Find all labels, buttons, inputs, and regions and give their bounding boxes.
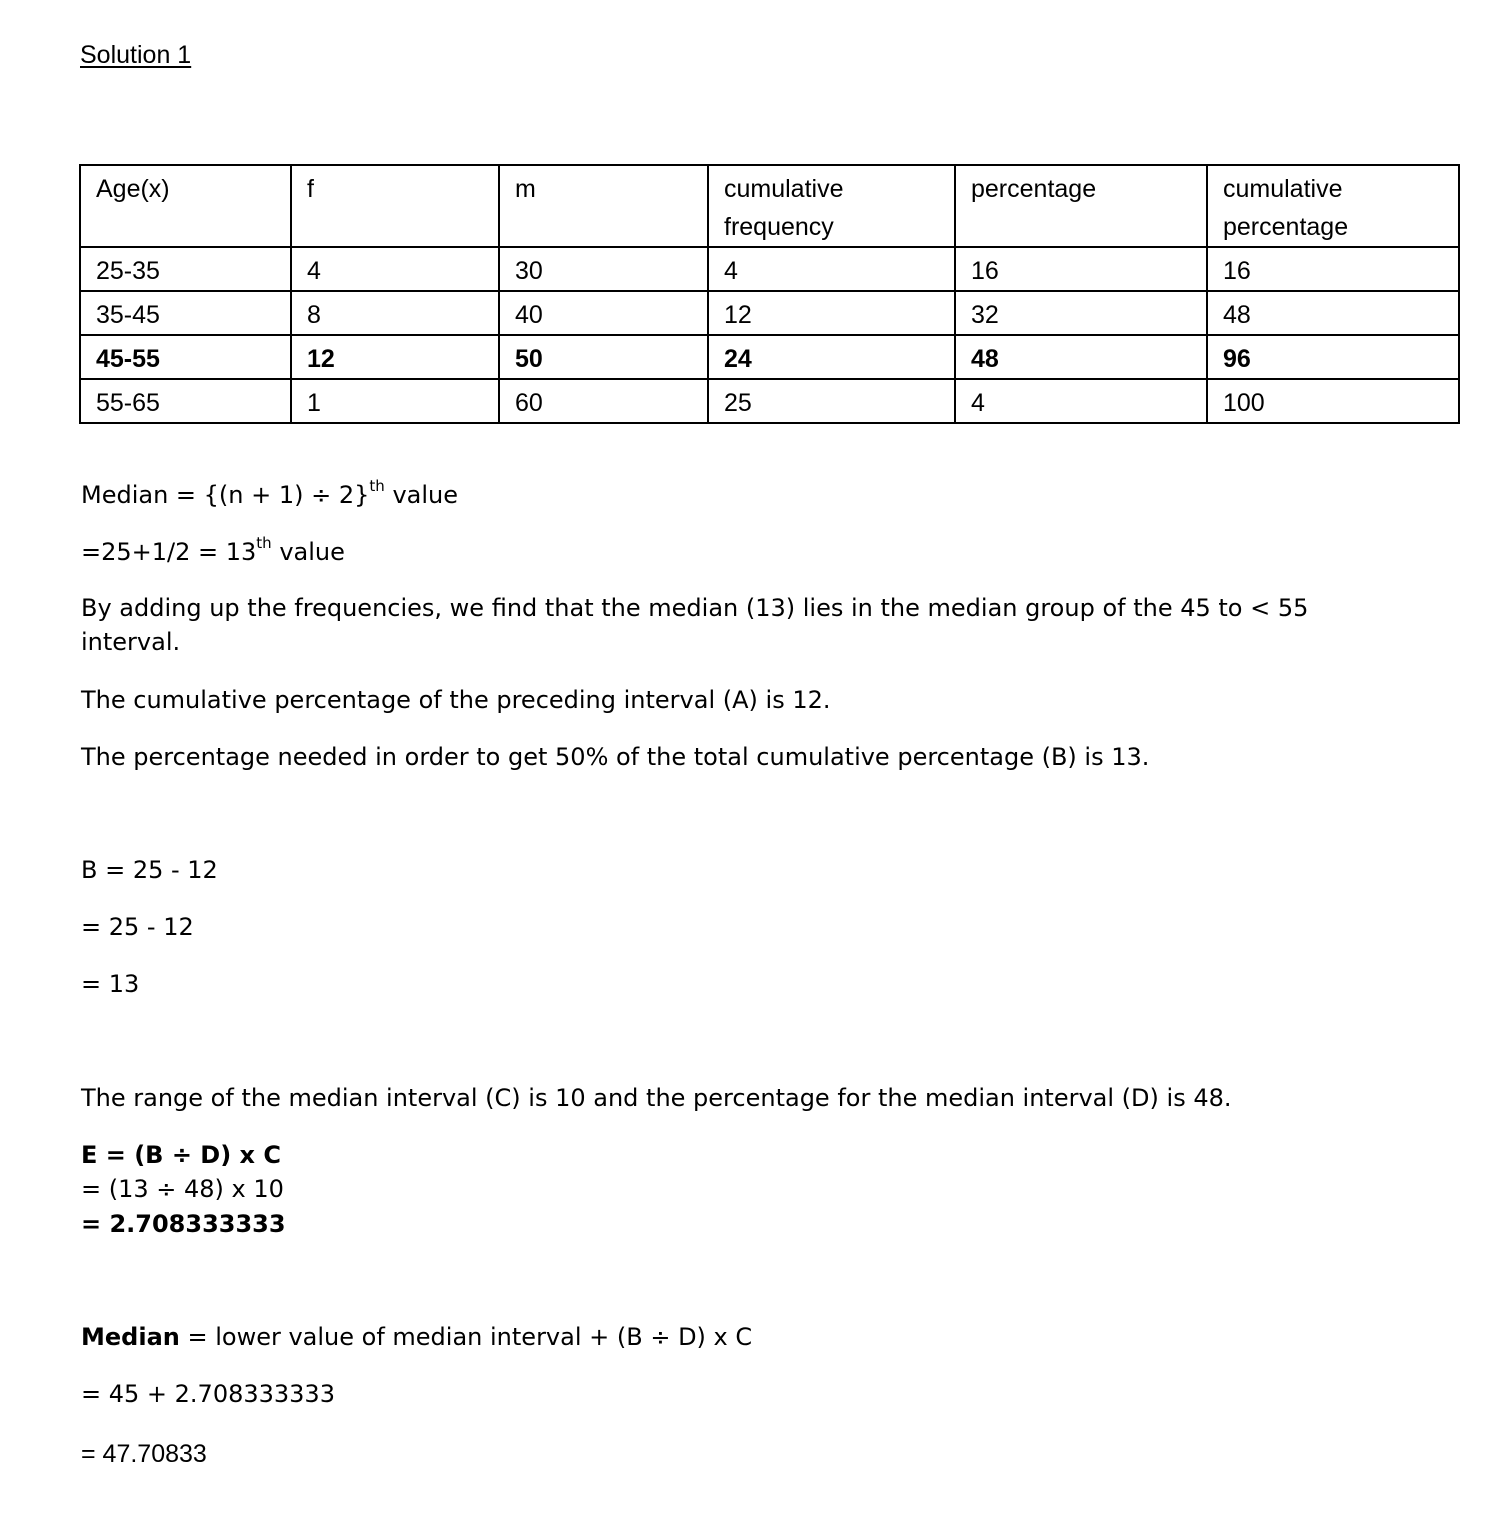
header-cumulative-frequency: cumulative frequency — [708, 165, 955, 247]
table-cell: 4 — [955, 379, 1207, 423]
frequency-table — [79, 164, 1460, 424]
median-formula: Median = $\{(n + 1) \div 2\}^{th}$ value — [81, 477, 458, 509]
solution-heading: Solution 1 — [80, 41, 192, 69]
median-position: =25+1/2 = 13th value — [81, 534, 345, 566]
table-cell: 35-45 — [80, 291, 291, 335]
preceding-interval-text: The cumulative percentage of the preceding interval (A) is 12. — [81, 686, 831, 714]
table-row-median-interval — [80, 335, 1459, 379]
b-result: = 13 — [81, 970, 140, 998]
header-f: f — [291, 165, 499, 247]
table-cell: 40 — [499, 291, 708, 335]
e-formula: E = (B ÷ D) x C — [81, 1141, 281, 1169]
table-cell: 55-65 — [80, 379, 291, 423]
median-definition: Median = lower value of median interval + (B ÷ D) x C — [81, 1323, 753, 1351]
median-result: = 47.70833 — [81, 1440, 207, 1468]
table-cell: 50 — [499, 335, 708, 379]
header-percentage: percentage — [955, 165, 1207, 247]
table-cell: 12 — [291, 335, 499, 379]
table-cell: 32 — [955, 291, 1207, 335]
table-cell: 25 — [708, 379, 955, 423]
e-result: = 2.708333333 — [81, 1210, 286, 1238]
percentage-needed-text: The percentage needed in order to get 50% of the total cumulative percentage (B) is 13. — [81, 743, 1150, 771]
median-group-text: By adding up the frequencies, we find that the median (13) lies in the median group of the 45 to < 55 interval. — [81, 594, 1309, 656]
table-row — [80, 247, 1459, 291]
table-cell: 16 — [1207, 247, 1459, 291]
table-cell: 30 — [499, 247, 708, 291]
table-row — [80, 379, 1459, 423]
b-substitution: = 25 - 12 — [81, 913, 194, 941]
table-cell: 48 — [1207, 291, 1459, 335]
table-cell: 8 — [291, 291, 499, 335]
table-cell: 96 — [1207, 335, 1459, 379]
table-cell: 48 — [955, 335, 1207, 379]
e-calculation: = (13 ÷ 48) x 10 — [81, 1175, 284, 1203]
b-equation: B = 25 - 12 — [81, 856, 218, 884]
table-cell: 25-35 — [80, 247, 291, 291]
table-cell: 1 — [291, 379, 499, 423]
table-header-row — [80, 165, 1459, 247]
table-cell: 24 — [708, 335, 955, 379]
table-row — [80, 291, 1459, 335]
median-sum: = 45 + 2.708333333 — [81, 1380, 335, 1408]
header-m: m — [499, 165, 708, 247]
header-age: Age(x) — [80, 165, 291, 247]
table-cell: 4 — [291, 247, 499, 291]
table-cell: 100 — [1207, 379, 1459, 423]
header-cumulative-percentage: cumulative percentage — [1207, 165, 1459, 247]
table-cell: 12 — [708, 291, 955, 335]
table-cell: 16 — [955, 247, 1207, 291]
table-cell: 45-55 — [80, 335, 291, 379]
range-text: The range of the median interval (C) is 10 and the percentage for the median interval (D) is 48. — [81, 1084, 1232, 1112]
table-cell: 60 — [499, 379, 708, 423]
table-cell: 4 — [708, 247, 955, 291]
